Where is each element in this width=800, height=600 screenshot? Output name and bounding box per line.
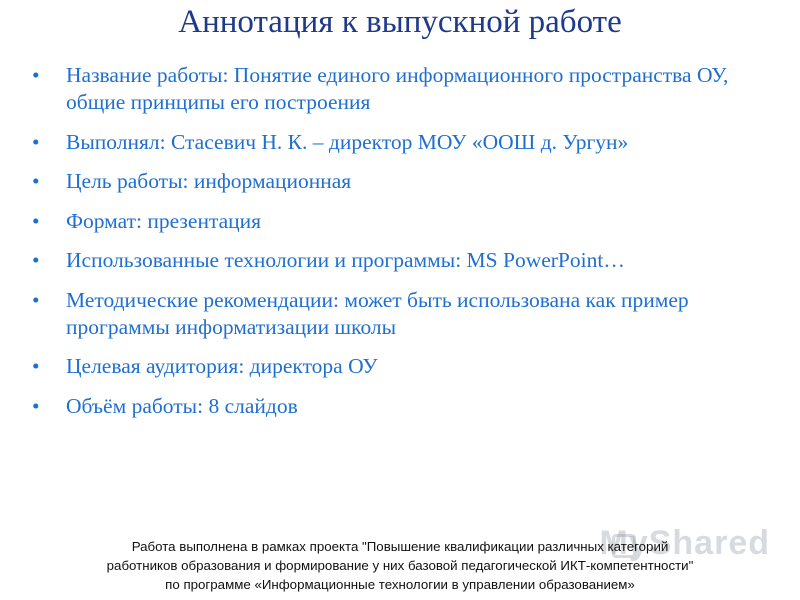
bullet-icon: • (32, 393, 40, 418)
bullet-text: Выполнял: Стасевич Н. К. – директор МОУ «ООШ д. Ургун» (66, 129, 629, 154)
bullet-text: Объём работы: 8 слайдов (66, 393, 298, 418)
bullet-text: Использованные технологии и программы: MS PowerPoint… (66, 248, 625, 272)
bullet-icon: • (32, 354, 40, 378)
bullet-item-recommendations (32, 287, 782, 341)
bullet-item-technologies (32, 247, 782, 274)
bullet-item-audience (32, 353, 782, 380)
bullet-icon: • (32, 208, 40, 233)
bullet-list (32, 62, 782, 432)
bullet-text: Целевая аудитория: директора ОУ (66, 354, 378, 378)
bullet-text: Цель работы: информационная (66, 169, 352, 193)
bullet-icon: • (32, 287, 40, 312)
bullet-icon: • (32, 248, 40, 272)
bullet-icon: • (32, 63, 40, 87)
bullet-text: Название работы: Понятие единого информационного пространства ОУ, общие принципы его построения (66, 63, 729, 114)
bullet-icon: • (32, 129, 40, 154)
footer-line-3: по программе «Информационные технологии в управлении образованием» (165, 577, 635, 592)
bullet-item-title-of-work (32, 62, 782, 116)
footer-line-1: Работа выполнена в рамках проекта "Повышение квалификации различных категорий (131, 539, 669, 554)
slide-title: Аннотация к выпускной работе (178, 4, 622, 40)
watermark-logo: MyShared (599, 524, 770, 562)
bullet-item-volume (32, 393, 782, 420)
bullet-text: Методические рекомендации: может быть использована как пример программы информатизации школы (66, 287, 689, 339)
bullet-item-format (32, 208, 782, 235)
footer-line-2: работников образования и формирование у них базовой педагогической ИКТ-компетентности" (106, 558, 694, 573)
bullet-icon: • (32, 169, 40, 193)
bullet-item-author (32, 129, 782, 156)
slide-footer (40, 537, 760, 594)
bullet-text: Формат: презентация (66, 208, 262, 233)
bullet-item-goal (32, 168, 782, 195)
